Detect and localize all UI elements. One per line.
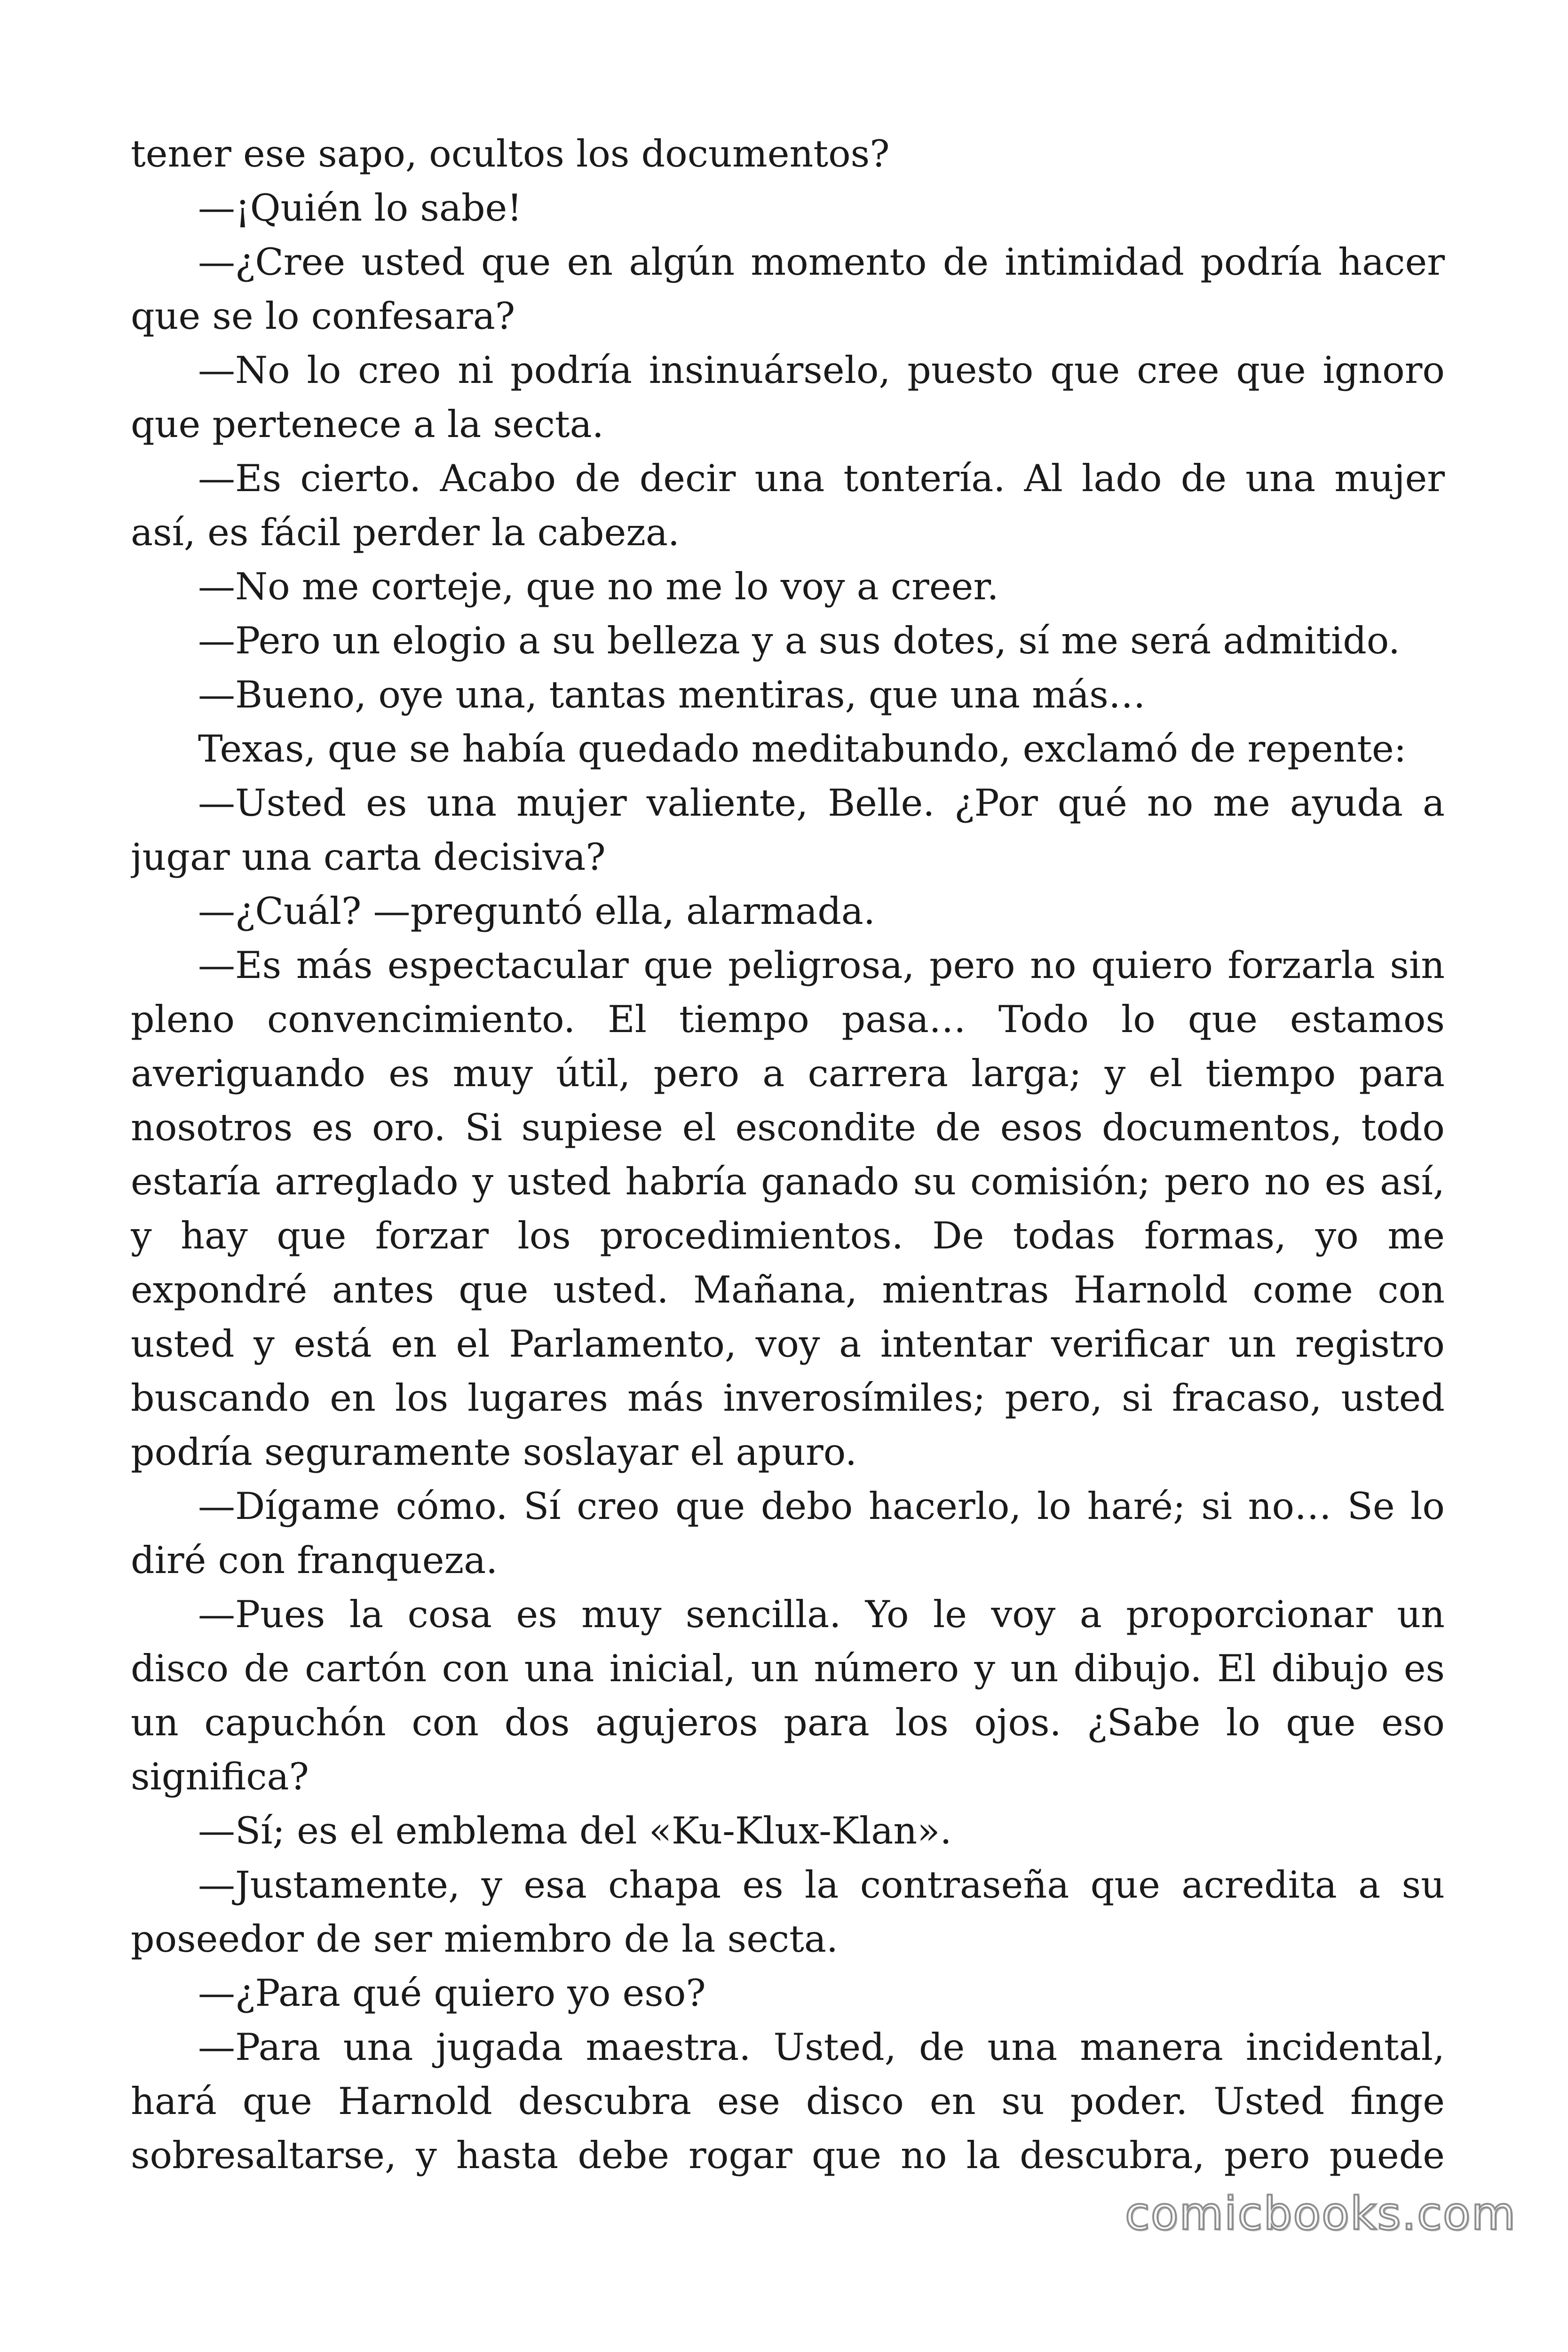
text-line: así, es fácil perder la cabeza. — [131, 511, 680, 554]
text-line: pleno convencimiento. El tiempo pasa… Todo lo que estamos — [131, 998, 1445, 1041]
text-line: podría seguramente soslayar el apuro. — [131, 1430, 857, 1474]
text-line: —Pero un elogio a su belleza y a sus dotes, sí me será admitido. — [198, 619, 1401, 662]
text-line: nosotros es oro. Si supiese el escondite de esos documentos, todo — [131, 1106, 1445, 1149]
text-line: y hay que forzar los procedimientos. De todas formas, yo me — [131, 1214, 1445, 1257]
text-line: averiguando es muy útil, pero a carrera larga; y el tiempo para — [131, 1052, 1445, 1095]
text-line: —¿Cuál? —preguntó ella, alarmada. — [198, 890, 875, 933]
text-line: —No lo creo ni podría insinuárselo, puesto que cree que ignoro — [198, 349, 1445, 392]
text-line: —Justamente, y esa chapa es la contraseña que acredita a su — [198, 1863, 1445, 1907]
text-line: Texas, que se había quedado meditabundo, exclamó de repente: — [198, 727, 1407, 771]
text-line: disco de cartón con una inicial, un número y un dibujo. El dibujo es — [131, 1647, 1445, 1690]
text-line: —¿Cree usted que en algún momento de intimidad podría hacer — [198, 240, 1445, 284]
text-line: un capuchón con dos agujeros para los ojos. ¿Sabe lo que eso — [131, 1701, 1445, 1744]
text-line: usted y está en el Parlamento, voy a intentar verificar un registro — [131, 1322, 1445, 1366]
text-line: expondré antes que usted. Mañana, mientras Harnold come con — [131, 1268, 1445, 1311]
watermark: comicbooks.com — [1125, 2187, 1516, 2240]
text-line: diré con franqueza. — [131, 1539, 498, 1582]
text-line: —No me corteje, que no me lo voy a creer. — [198, 565, 999, 608]
text-line: estaría arreglado y usted habría ganado su comisión; pero no es así, — [131, 1160, 1445, 1203]
text-line: —Usted es una mujer valiente, Belle. ¿Por qué no me ayuda a — [198, 781, 1445, 825]
text-line: —Bueno, oye una, tantas mentiras, que una más… — [198, 673, 1146, 716]
text-line: —Para una jugada maestra. Usted, de una manera incidental, — [198, 2026, 1445, 2069]
text-line: buscando en los lugares más inverosímiles; pero, si fracaso, usted — [131, 1376, 1445, 1420]
text-line: sobresaltarse, y hasta debe rogar que no la descubra, pero puede — [131, 2134, 1445, 2177]
text-line: significa? — [131, 1755, 309, 1798]
text-line: —Dígame cómo. Sí creo que debo hacerlo, lo haré; si no… Se lo — [198, 1485, 1445, 1528]
book-page-text — [131, 127, 1445, 2183]
text-line: poseedor de ser miembro de la secta. — [131, 1917, 839, 1961]
text-line: que pertenece a la secta. — [131, 403, 604, 446]
text-line: —¡Quién lo sabe! — [198, 186, 523, 230]
text-line: jugar una carta decisiva? — [131, 835, 606, 879]
text-line: —¿Para qué quiero yo eso? — [198, 1971, 706, 2015]
text-line: —Pues la cosa es muy sencilla. Yo le voy a proporcionar un — [198, 1593, 1445, 1636]
text-line: tener ese sapo, ocultos los documentos? — [131, 132, 890, 175]
text-line: —Es cierto. Acabo de decir una tontería. Al lado de una mujer — [198, 457, 1445, 500]
text-line: hará que Harnold descubra ese disco en su poder. Usted finge — [131, 2080, 1445, 2123]
text-line: —Sí; es el emblema del «Ku-Klux-Klan». — [198, 1809, 952, 1852]
text-line: que se lo confesara? — [131, 294, 515, 338]
text-line: —Es más espectacular que peligrosa, pero no quiero forzarla sin — [198, 944, 1445, 987]
